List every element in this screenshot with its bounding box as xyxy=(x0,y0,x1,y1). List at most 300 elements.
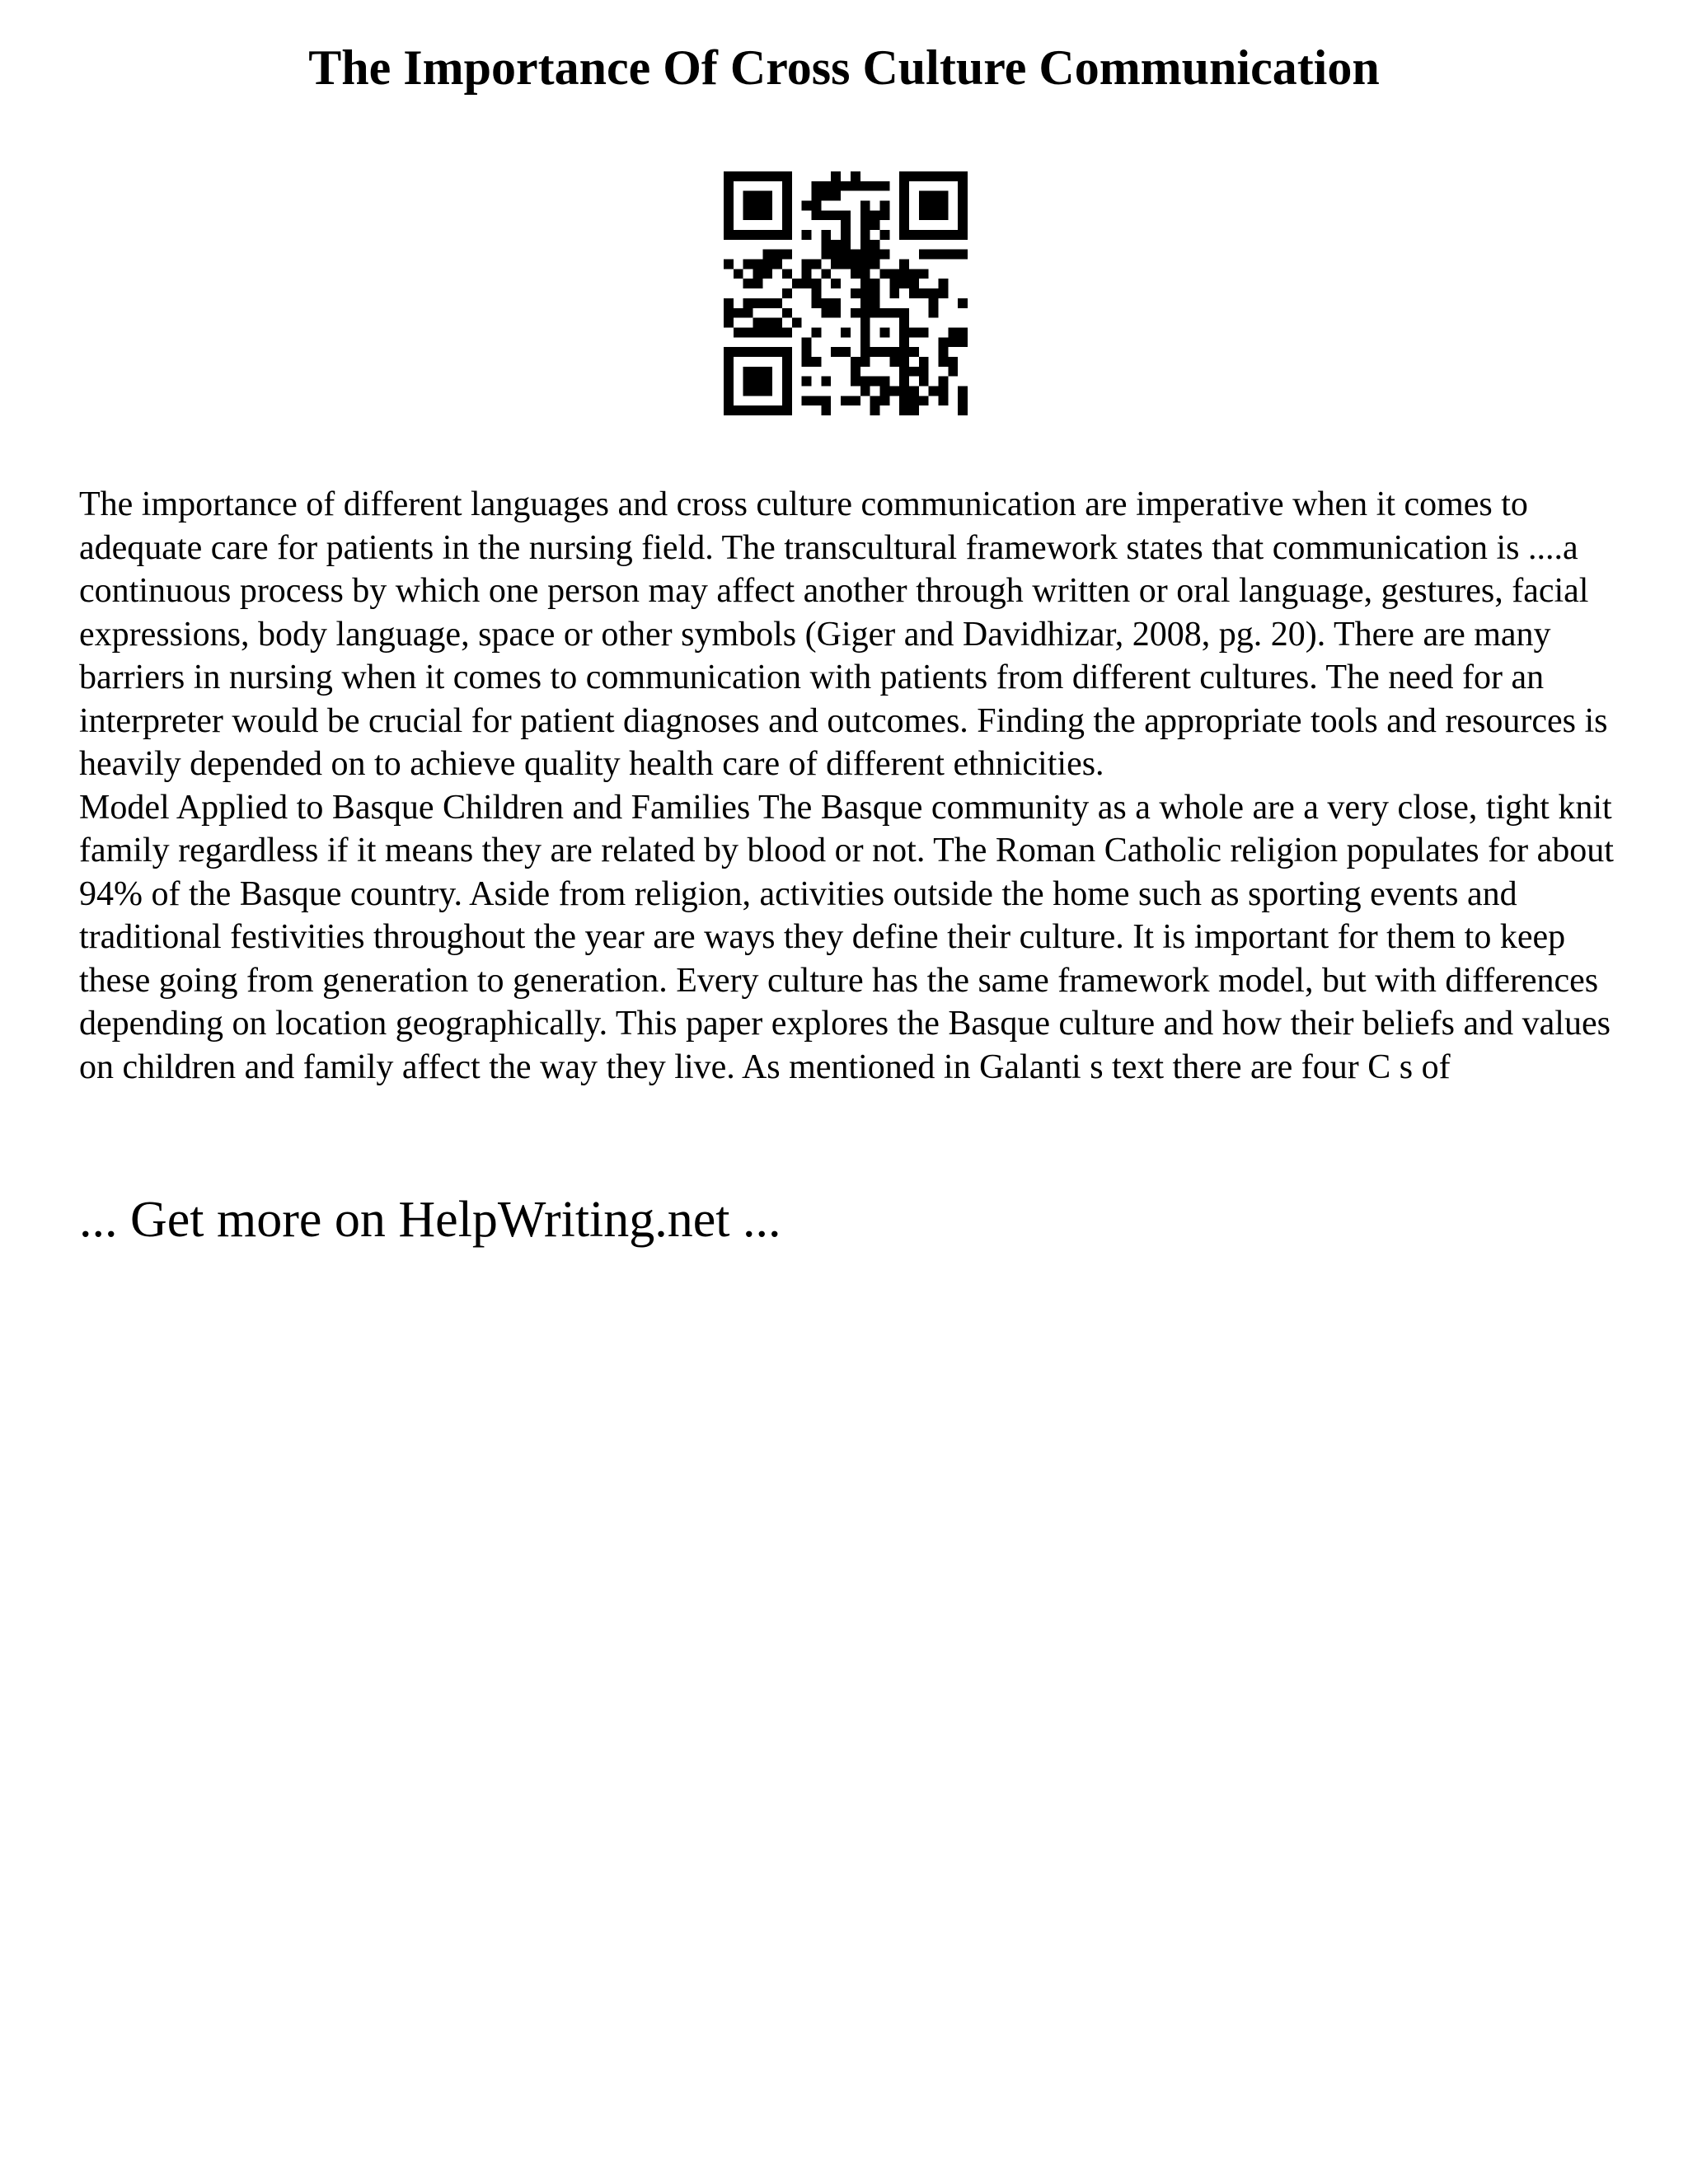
qr-module xyxy=(929,171,939,181)
qr-module xyxy=(724,347,734,357)
qr-module xyxy=(753,201,763,211)
qr-module xyxy=(899,201,909,211)
qr-module xyxy=(958,337,968,347)
qr-module xyxy=(851,269,860,279)
qr-module xyxy=(753,260,763,269)
qr-module xyxy=(753,191,763,201)
qr-module xyxy=(929,201,939,211)
qr-module xyxy=(802,347,812,357)
qr-module xyxy=(860,210,870,220)
qr-module xyxy=(938,230,948,240)
qr-module xyxy=(958,201,968,211)
qr-module xyxy=(772,260,782,269)
qr-module xyxy=(782,405,792,415)
qr-module xyxy=(753,367,763,377)
qr-module xyxy=(909,171,919,181)
qr-module xyxy=(958,396,968,405)
qr-module xyxy=(831,298,841,308)
qr-module xyxy=(879,210,889,220)
qr-module xyxy=(851,288,860,298)
qr-module xyxy=(909,279,919,288)
qr-module xyxy=(724,396,734,405)
qr-module xyxy=(938,250,948,260)
qr-module xyxy=(734,327,743,337)
qr-module xyxy=(821,308,831,318)
qr-module xyxy=(860,220,870,230)
qr-module xyxy=(762,327,772,337)
qr-module xyxy=(870,250,880,260)
qr-module xyxy=(938,377,948,387)
qr-module xyxy=(724,230,734,240)
qr-module xyxy=(938,386,948,396)
qr-module xyxy=(948,171,958,181)
qr-module xyxy=(792,318,802,328)
qr-module xyxy=(743,347,753,357)
qr-module xyxy=(762,298,772,308)
qr-module xyxy=(762,250,772,260)
qr-module xyxy=(753,230,763,240)
qr-module xyxy=(821,396,831,405)
qr-code-graphic xyxy=(724,171,968,415)
qr-module xyxy=(909,288,919,298)
qr-module xyxy=(772,327,782,337)
qr-module xyxy=(753,377,763,387)
paragraph-2: Model Applied to Basque Children and Families The Basque community as a whole are a very close, tight knit family regardless if it means they are related by blood or not. The Roman Catholic religion populates for about 94% of the Basque country. Aside from religion, activities outside the home such as sporting events and traditional festivities throughout the year are ways they define their culture. It is important for them to keep these going from generation to generation. Every culture has the same framework model, but with differences depending on location geographically. This paper explores the Basque culture and how their beliefs and values on children and family affect the way they live. As mentioned in Galanti s text there are four C s of xyxy=(79,788,1614,1086)
qr-module xyxy=(899,191,909,201)
qr-module xyxy=(724,405,734,415)
qr-module xyxy=(772,298,782,308)
qr-module xyxy=(851,171,860,181)
qr-module xyxy=(938,210,948,220)
qr-module xyxy=(782,269,792,279)
qr-module xyxy=(724,191,734,201)
qr-module xyxy=(802,260,812,269)
qr-module xyxy=(860,269,870,279)
qr-module xyxy=(753,279,763,288)
qr-module xyxy=(734,230,743,240)
qr-module xyxy=(899,181,909,191)
qr-module xyxy=(899,210,909,220)
qr-module xyxy=(958,250,968,260)
qr-module xyxy=(919,171,929,181)
qr-code-icon xyxy=(724,171,968,415)
qr-module xyxy=(782,181,792,191)
qr-module xyxy=(753,405,763,415)
qr-module xyxy=(821,405,831,415)
qr-module xyxy=(870,298,880,308)
qr-module xyxy=(821,230,831,240)
qr-module xyxy=(860,298,870,308)
qr-module xyxy=(753,347,763,357)
qr-module xyxy=(724,377,734,387)
qr-module xyxy=(743,279,753,288)
qr-module xyxy=(831,171,841,181)
qr-module xyxy=(919,201,929,211)
qr-module xyxy=(899,318,909,328)
qr-module xyxy=(734,269,743,279)
qr-module xyxy=(958,220,968,230)
qr-module xyxy=(958,171,968,181)
qr-module xyxy=(879,308,889,318)
qr-module xyxy=(958,386,968,396)
qr-module xyxy=(831,260,841,269)
qr-module xyxy=(743,386,753,396)
qr-module xyxy=(821,191,831,201)
qr-module xyxy=(812,288,822,298)
qr-module xyxy=(929,288,939,298)
qr-module xyxy=(782,201,792,211)
qr-module xyxy=(919,357,929,367)
qr-module xyxy=(899,260,909,269)
qr-module xyxy=(841,181,851,191)
qr-module xyxy=(958,298,968,308)
qr-module xyxy=(734,405,743,415)
qr-module xyxy=(958,210,968,220)
qr-module xyxy=(938,201,948,211)
qr-module xyxy=(743,260,753,269)
qr-module xyxy=(938,337,948,347)
qr-module xyxy=(724,260,734,269)
qr-module xyxy=(743,367,753,377)
qr-module xyxy=(899,386,909,396)
qr-module xyxy=(909,386,919,396)
qr-module xyxy=(772,405,782,415)
qr-module xyxy=(860,230,870,240)
qr-module xyxy=(743,377,753,387)
qr-module xyxy=(762,201,772,211)
qr-module xyxy=(743,230,753,240)
qr-module xyxy=(821,298,831,308)
qr-module xyxy=(870,279,880,288)
qr-module xyxy=(919,377,929,387)
qr-module xyxy=(870,377,880,387)
qr-module xyxy=(753,386,763,396)
qr-module xyxy=(899,367,909,377)
qr-module xyxy=(938,357,948,367)
qr-module xyxy=(724,201,734,211)
body-text xyxy=(79,483,1629,1089)
qr-module xyxy=(812,279,822,288)
qr-module xyxy=(743,327,753,337)
qr-module xyxy=(743,201,753,211)
qr-module xyxy=(772,250,782,260)
qr-module xyxy=(734,347,743,357)
qr-module xyxy=(821,181,831,191)
qr-module xyxy=(762,191,772,201)
qr-module xyxy=(831,181,841,191)
qr-module xyxy=(802,357,812,367)
qr-module xyxy=(821,240,831,250)
qr-module xyxy=(724,386,734,396)
qr-module xyxy=(919,250,929,260)
qr-module xyxy=(909,396,919,405)
page-title: The Importance Of Cross Culture Communication xyxy=(308,40,1380,95)
qr-module xyxy=(879,396,889,405)
qr-module xyxy=(724,298,734,308)
qr-module xyxy=(841,250,851,260)
qr-module xyxy=(762,171,772,181)
qr-module xyxy=(841,220,851,230)
qr-module xyxy=(802,201,812,211)
qr-module xyxy=(782,396,792,405)
qr-module xyxy=(812,201,822,211)
qr-module xyxy=(724,357,734,367)
qr-module xyxy=(772,318,782,328)
qr-module xyxy=(724,210,734,220)
qr-module xyxy=(889,279,899,288)
qr-module xyxy=(762,405,772,415)
qr-module xyxy=(860,288,870,298)
qr-module xyxy=(802,269,812,279)
qr-module xyxy=(899,377,909,387)
qr-module xyxy=(782,210,792,220)
qr-module xyxy=(841,347,851,357)
qr-module xyxy=(938,191,948,201)
qr-module xyxy=(762,347,772,357)
qr-module xyxy=(938,171,948,181)
qr-module xyxy=(879,201,889,211)
qr-module xyxy=(743,191,753,201)
qr-module xyxy=(753,318,763,328)
qr-module xyxy=(802,279,812,288)
qr-module xyxy=(753,327,763,337)
qr-module xyxy=(899,357,909,367)
qr-module xyxy=(841,210,851,220)
qr-module xyxy=(802,230,812,240)
qr-module xyxy=(860,250,870,260)
qr-module xyxy=(889,347,899,357)
qr-module xyxy=(879,269,889,279)
qr-module xyxy=(860,327,870,337)
qr-module xyxy=(812,357,822,367)
qr-module xyxy=(948,337,958,347)
qr-module xyxy=(772,347,782,357)
qr-module xyxy=(899,269,909,279)
qr-module xyxy=(782,377,792,387)
qr-module xyxy=(919,269,929,279)
qr-module xyxy=(860,357,870,367)
qr-module xyxy=(879,386,889,396)
qr-module xyxy=(860,318,870,328)
qr-module xyxy=(870,308,880,318)
qr-module xyxy=(724,308,734,318)
qr-module xyxy=(938,396,948,405)
qr-module xyxy=(841,327,851,337)
qr-module xyxy=(782,230,792,240)
qr-module xyxy=(860,240,870,250)
qr-module xyxy=(909,367,919,377)
qr-module xyxy=(762,318,772,328)
qr-module xyxy=(762,367,772,377)
qr-module xyxy=(899,396,909,405)
qr-module xyxy=(929,298,939,308)
qr-module xyxy=(860,181,870,191)
qr-module xyxy=(851,377,860,387)
qr-module xyxy=(899,405,909,415)
qr-module xyxy=(870,396,880,405)
qr-module xyxy=(958,327,968,337)
qr-module xyxy=(860,201,870,211)
qr-module xyxy=(724,181,734,191)
qr-module xyxy=(782,347,792,357)
qr-module xyxy=(802,396,812,405)
qr-module xyxy=(909,269,919,279)
qr-module xyxy=(889,357,899,367)
qr-module xyxy=(919,191,929,201)
qr-module xyxy=(762,269,772,279)
qr-module xyxy=(948,327,958,337)
qr-module xyxy=(919,327,929,337)
qr-module xyxy=(782,171,792,181)
qr-module xyxy=(753,269,763,279)
qr-module xyxy=(753,210,763,220)
qr-module xyxy=(743,210,753,220)
qr-module xyxy=(724,171,734,181)
qr-module xyxy=(958,181,968,191)
qr-module xyxy=(919,288,929,298)
qr-module xyxy=(919,396,929,405)
qr-module xyxy=(851,260,860,269)
qr-module xyxy=(889,269,899,279)
qr-module xyxy=(841,240,851,250)
qr-module xyxy=(929,250,939,260)
qr-module xyxy=(734,308,743,318)
qr-module xyxy=(948,357,958,367)
qr-module xyxy=(958,405,968,415)
qr-module xyxy=(860,279,870,288)
qr-module xyxy=(860,386,870,396)
qr-module xyxy=(889,288,899,298)
qr-module xyxy=(753,171,763,181)
qr-module xyxy=(929,230,939,240)
qr-module xyxy=(899,308,909,318)
qr-module xyxy=(889,386,899,396)
qr-module xyxy=(948,250,958,260)
paragraph-1: The importance of different languages and cross culture communication are imperative when it comes to adequate care for patients in the nursing field. The transcultural framework states that communication is ....a continuous process by which one person may affect another through written or oral language, gestures, facial expressions, body language, space or other symbols (Giger and Davidhizar, 2008, pg. 20). There are many barriers in nursing when it comes to communication with patients from different cultures. The need for an interpreter would be crucial for patient diagnoses and outcomes. Finding the appropriate tools and resources is heavily depended on to achieve quality health care of different ethnicities. xyxy=(79,485,1608,783)
qr-module xyxy=(860,347,870,357)
qr-module xyxy=(879,230,889,240)
qr-module xyxy=(909,327,919,337)
qr-module xyxy=(909,405,919,415)
qr-module xyxy=(743,405,753,415)
qr-module xyxy=(948,367,958,377)
qr-module xyxy=(929,308,939,318)
qr-module xyxy=(909,230,919,240)
qr-module xyxy=(782,250,792,260)
qr-module xyxy=(841,230,851,240)
qr-module xyxy=(782,327,792,337)
qr-module xyxy=(899,327,909,337)
qr-module xyxy=(860,308,870,318)
qr-module xyxy=(821,377,831,387)
qr-module xyxy=(870,220,880,230)
qr-module xyxy=(821,210,831,220)
qr-module xyxy=(812,191,822,201)
qr-module xyxy=(812,396,822,405)
qr-module xyxy=(782,367,792,377)
qr-module xyxy=(851,396,860,405)
qr-module xyxy=(899,171,909,181)
qr-module xyxy=(812,181,822,191)
qr-module xyxy=(958,230,968,240)
qr-module xyxy=(724,220,734,230)
qr-module xyxy=(724,318,734,328)
qr-module xyxy=(802,337,812,347)
qr-module xyxy=(860,260,870,269)
qr-module xyxy=(782,308,792,318)
qr-module xyxy=(870,288,880,298)
qr-module xyxy=(929,210,939,220)
qr-module xyxy=(772,171,782,181)
qr-module xyxy=(938,279,948,288)
qr-module xyxy=(734,171,743,181)
qr-module xyxy=(929,191,939,201)
qr-module xyxy=(743,171,753,181)
qr-module xyxy=(879,377,889,387)
qr-module xyxy=(821,269,831,279)
qr-module xyxy=(831,210,841,220)
qr-module xyxy=(762,230,772,240)
qr-module xyxy=(899,279,909,288)
qr-module xyxy=(860,377,870,387)
qr-module xyxy=(782,357,792,367)
qr-module xyxy=(938,288,948,298)
qr-module xyxy=(743,298,753,308)
qr-module xyxy=(879,250,889,260)
qr-module xyxy=(860,337,870,347)
qr-module xyxy=(762,210,772,220)
qr-module xyxy=(899,347,909,357)
qr-module xyxy=(831,279,841,288)
qr-module xyxy=(899,220,909,230)
qr-module xyxy=(831,250,841,260)
qr-module xyxy=(724,367,734,377)
qr-module xyxy=(841,260,851,269)
qr-module xyxy=(870,181,880,191)
qr-module xyxy=(851,181,860,191)
qr-module xyxy=(782,288,792,298)
qr-module xyxy=(870,347,880,357)
qr-module xyxy=(782,191,792,201)
qr-module xyxy=(879,181,889,191)
qr-module xyxy=(743,308,753,318)
qr-module xyxy=(870,405,880,415)
qr-module xyxy=(782,220,792,230)
qr-module xyxy=(919,367,929,377)
qr-module xyxy=(948,230,958,240)
qr-module xyxy=(762,260,772,269)
qr-module xyxy=(919,210,929,220)
qr-module xyxy=(929,386,939,396)
qr-module xyxy=(851,250,860,260)
qr-module xyxy=(879,347,889,357)
qr-module xyxy=(762,377,772,387)
qr-module xyxy=(831,240,841,250)
qr-module xyxy=(851,357,860,367)
qr-module xyxy=(812,210,822,220)
qr-module xyxy=(919,230,929,240)
qr-module xyxy=(831,191,841,201)
qr-module xyxy=(831,347,841,357)
qr-module xyxy=(812,298,822,308)
qr-module xyxy=(938,347,948,357)
qr-module xyxy=(792,279,802,288)
qr-module xyxy=(899,230,909,240)
qr-module xyxy=(851,308,860,318)
get-more-link[interactable]: ... Get more on HelpWriting.net ... xyxy=(79,1192,781,1248)
qr-module xyxy=(889,308,899,318)
qr-module xyxy=(753,298,763,308)
